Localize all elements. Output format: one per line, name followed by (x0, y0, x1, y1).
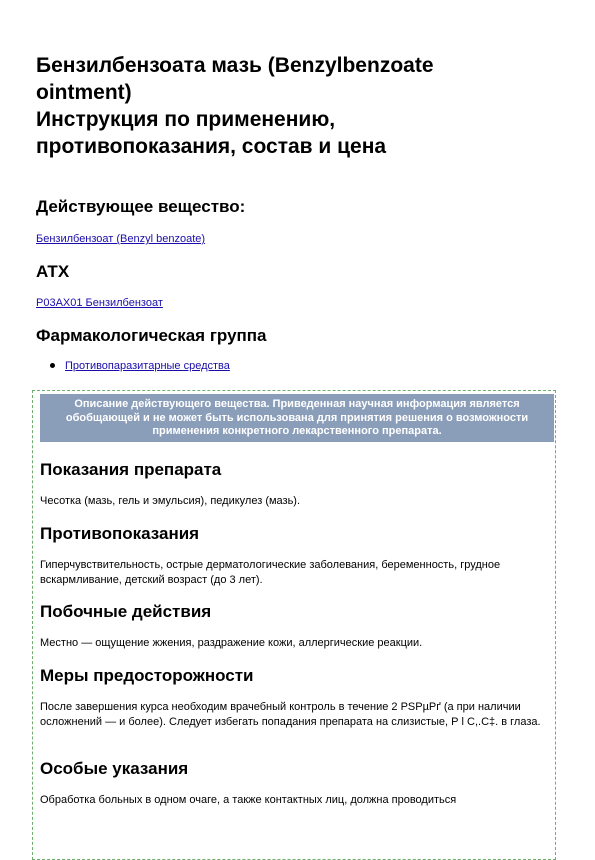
pharm-group-link[interactable]: Противопаразитарные средства (65, 360, 230, 372)
active-substance-heading: Действующее вещество: (36, 197, 246, 216)
atc-code-link[interactable]: P03AX01 Бензилбензоат (36, 297, 163, 309)
indications-heading: Показания препарата (40, 460, 222, 479)
contraindications-text: Гиперчувствительность, острые дерматологические заболевания, беременность, грудное вскармливание, детский возраст (до 3 лет). (40, 559, 501, 586)
description-body (33, 391, 555, 859)
atc-heading: АТХ (36, 262, 70, 281)
page-title-line-2: ointment) (36, 81, 132, 104)
disclaimer-notice: Описание действующего вещества. Приведенная научная информация является обобщающей и не может быть использована для принятия решения о возможности применения конкретного лекарственного препарата. (40, 394, 554, 442)
pharm-group-heading: Фармакологическая группа (36, 326, 267, 345)
side-effects-text: Местно — ощущение жжения, раздражение кожи, аллергические реакции. (40, 637, 423, 649)
precautions-heading: Меры предосторожности (40, 666, 254, 685)
substance-description-box (32, 390, 556, 860)
contraindications-heading: Противопоказания (40, 524, 200, 543)
pharm-group-list (36, 359, 230, 373)
bullet-icon (50, 363, 55, 368)
side-effects-heading: Побочные действия (40, 602, 212, 621)
page-title-line-4: противопоказания, состав и цена (36, 135, 387, 158)
precautions-text: После завершения курса необходим врачебный контроль в течение 2 PSPµPґ (а при наличии осложнений — и более). Следует избегать попадания препарата на слизистые, Р l С,.С‡. в глаза. (40, 701, 541, 728)
page-title-line-3: Инструкция по применению, (36, 108, 336, 131)
page-title (36, 52, 556, 160)
active-substance-link[interactable]: Бензилбензоат (Benzyl benzoate) (36, 233, 206, 245)
list-item (36, 359, 230, 373)
indications-text: Чесотка (мазь, гель и эмульсия), педикулез (мазь). (40, 495, 301, 507)
page-title-line-1: Бензилбензоата мазь (Benzylbenzoate (36, 54, 434, 77)
special-instructions-text: Обработка больных в одном очаге, а также контактных лиц, должна проводиться (40, 794, 457, 806)
special-instructions-heading: Особые указания (40, 759, 189, 778)
